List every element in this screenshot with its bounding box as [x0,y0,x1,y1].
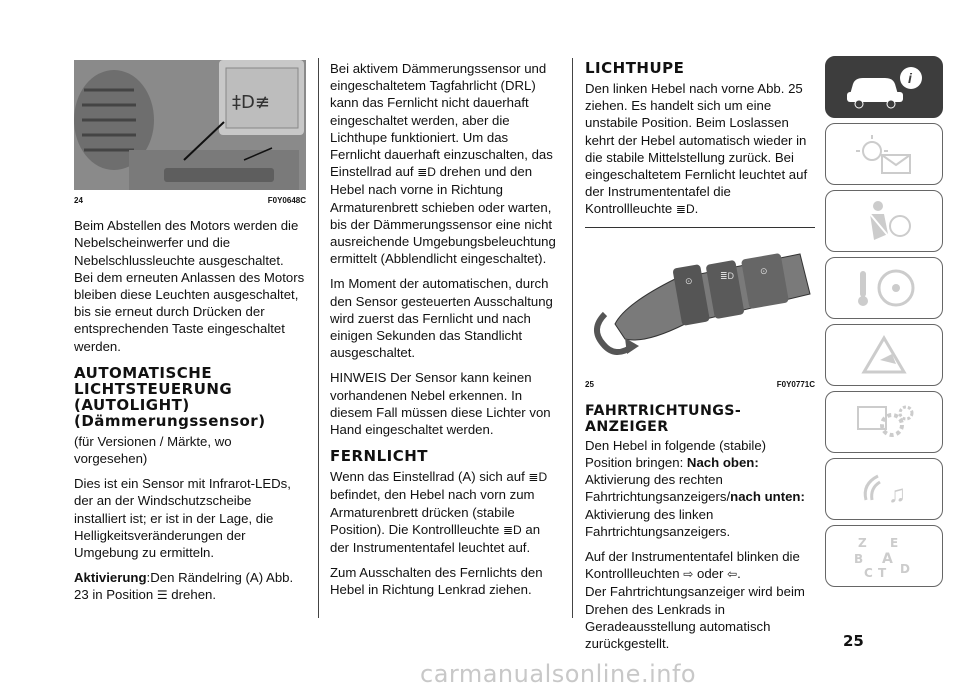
figure-24-dashboard-image [74,60,306,190]
bold-text: Nach oben: [686,455,759,471]
index-letter: D [900,562,910,576]
text: Auf der Instrumententafel blinken die Kontrollleuchten [585,549,800,582]
column-2 [330,60,560,607]
section-heading-fahrtrichtungsanzeiger: FAHRTRICHTUNGS-ANZEIGER [585,402,742,435]
turn-right-icon: ⇨ [683,567,694,582]
index-letter: Z [858,536,867,550]
column-3 [585,60,815,660]
paragraph: Den linken Hebel nach vorne Abb. 25 ziehen. Es handelt sich um eine unstabile Position. Beim Loslassen kehrt der Hebel automatisch wieder in die stabile Mittelstellung zurück. Bei eingeschaltetem Fernlicht leuchtet auf der Instrumententafel die Kontrollleuchte ≣D. [585,80,815,219]
paragraph: Auf der Instrumententafel blinken die Kontrollleuchten ⇨ oder ⇦. Der Fahrtrichtungsanzeiger wird beim Drehen des Lenkrads in Geradeausstellung automatisch zurückgestellt. [585,549,805,652]
text: oder [696,566,724,582]
text: Der Fahrtrichtungsanzeiger wird beim Drehen des Lenkrads in Geradeausstellung automatisch zurückgestellt. [585,584,805,652]
car-info-icon [839,62,929,112]
paragraph [585,437,815,540]
svg-text:i: i [908,70,912,86]
tab-multimedia[interactable] [825,458,943,520]
seatbelt-airbag-icon [844,196,924,246]
paragraph: Dies ist ein Sensor mit Infrarot-LEDs, der an der Windschutzscheibe installiert ist; er ist in der Lage, die Helligkeitsveränderungen der Umgebung zu ermitteln. [74,476,291,561]
paragraph: Beim Abstellen des Motors werden die Nebelscheinwerfer und die Nebelschlussleuchte ausgeschaltet. Bei dem erneuten Anlassen des Motors bleiben diese Leuchten ausgeschaltet, bis sie erneut durch Drücken der entsprechenden Taste eingeschaltet werden. [74,218,305,354]
text: Den Hebel in folgende (stabile) Position bringen: [585,437,767,471]
index-letter: B [854,552,864,566]
text: Bei aktivem Dämmerungssensor und eingeschaltetem Tagfahrlicht (DRL) kann das Fernlicht nicht dauerhaft eingeschaltet werden, aber die Lichthupe funktioniert. Um das Fernlicht dauerhaft einzuschalten, das Einstellrad auf [330,61,553,180]
svg-text:⊙: ⊙ [760,265,768,276]
index-letter: E [890,536,899,550]
activation-text-end: drehen. [171,587,217,603]
tab-lights-messages[interactable] [825,123,943,185]
paragraph [330,468,560,556]
high-beam-warning-icon: ≣D [675,202,695,217]
tab-starting-driving[interactable] [825,257,943,319]
high-beam-icon: ≣D [528,470,548,485]
activation-text: :Den Rändelring (A) Abb. 23 in Position [74,570,294,603]
svg-text:⊙: ⊙ [685,275,693,286]
tab-safety[interactable] [825,190,943,252]
column-1 [74,60,306,613]
figure-24-caption [74,192,306,209]
text: Den linken Hebel nach vorne Abb. 25 ziehen. Es handelt sich um eine unstabile Position. Beim Loslassen kehrt der Hebel automatisch wieder in die stabile Mittelstellung zurück. Bei eingeschaltetem Fernlicht leuchtet auf der Instrumententafel die Kontrollleuchte [585,81,808,217]
text: Aktivierung des linken Fahrtrichtungsanzeigers. [585,506,731,539]
activation-label: Aktivierung [74,570,147,586]
paragraph [330,60,560,267]
high-beam-warning-icon: ≣D [503,522,522,537]
section-heading-autolight: AUTOMATISCHE LICHTSTEUERUNG (AUTOLIGHT) (Dämmerungssensor) [74,363,266,430]
index-letter: A [882,551,893,567]
index-letter: T [878,566,887,580]
watermark: carmanualsonline.info [420,660,697,688]
section-heading-lichthupe: LICHTHUPE [585,59,685,77]
svg-text:‡D≢: ‡D≢ [232,92,270,113]
paragraph-activation [74,569,306,604]
figure-number: 25 [585,379,594,389]
chapter-tabs [825,56,943,592]
text: drehen und den Hebel nach vorne in Richtung Armaturenbrett schieben oder warten, bis der Dämmerungssensor eine nicht ausreichende Umgebungsbeleuchtung ermittelt (Abblendlicht eingeschaltet). [330,164,556,267]
steering-wheel-icon [844,263,924,313]
section-heading-fernlicht: FERNLICHT [330,447,429,466]
high-beam-icon: ≣D [417,165,436,180]
column-divider [572,58,573,618]
text: an der Instrumententafel leuchtet auf. [330,521,541,556]
text: befindet, den Hebel nach vorn zum Armaturenbrett drücken (stabile Position). Die Kontrollleuchte [330,487,535,537]
gears-icon [844,397,924,447]
dashboard-illustration [74,60,306,190]
column-divider [318,58,319,618]
figure-code: F0Y0771C [776,379,815,389]
paragraph: HINWEIS Der Sensor kann keinen vorhandenen Nebel erkennen. In diesem Fall müssen diese Lichter von Hand eingeschaltet werden. [330,370,551,438]
figure-25-lever-image [585,234,815,374]
alphabet-index-icon [844,531,924,581]
bold-text: nach unten: [730,489,805,505]
tab-vehicle-info[interactable] [825,56,943,118]
turn-left-icon: ⇦ [727,567,738,582]
text: Aktivierung des rechten Fahrtrichtungsanzeigers/ [585,472,731,505]
light-message-icon [844,129,924,179]
figure-25-caption [585,376,815,393]
svg-text:≣D: ≣D [720,270,735,281]
tab-index[interactable] [825,525,943,587]
tab-maintenance[interactable] [825,391,943,453]
text: Wenn das Einstellrad (A) sich auf [330,469,525,485]
svg-text:♫: ♫ [888,481,906,508]
figure-number: 24 [74,196,83,205]
paragraph: Zum Ausschalten des Fernlichts den Hebel in Richtung Lenkrad ziehen. [330,565,543,598]
paragraph: (für Versionen / Märkte, wo vorgesehen) [74,433,232,467]
tab-emergency[interactable] [825,324,943,386]
figure-top-rule [585,227,815,228]
paragraph: Im Moment der automatischen, durch den Sensor gesteuerten Ausschaltung wird zuerst das Fernlicht und nach einigen Sekunden das Standlicht ausgeschaltet. [330,276,553,361]
music-satellite-icon [844,464,924,514]
auto-light-icon: ☰ [156,588,168,603]
page-number: 25 [843,632,864,650]
figure-code: F0Y0648C [267,196,306,205]
index-letter: C [864,566,873,580]
warning-triangle-icon [844,330,924,380]
lever-illustration [585,234,815,374]
